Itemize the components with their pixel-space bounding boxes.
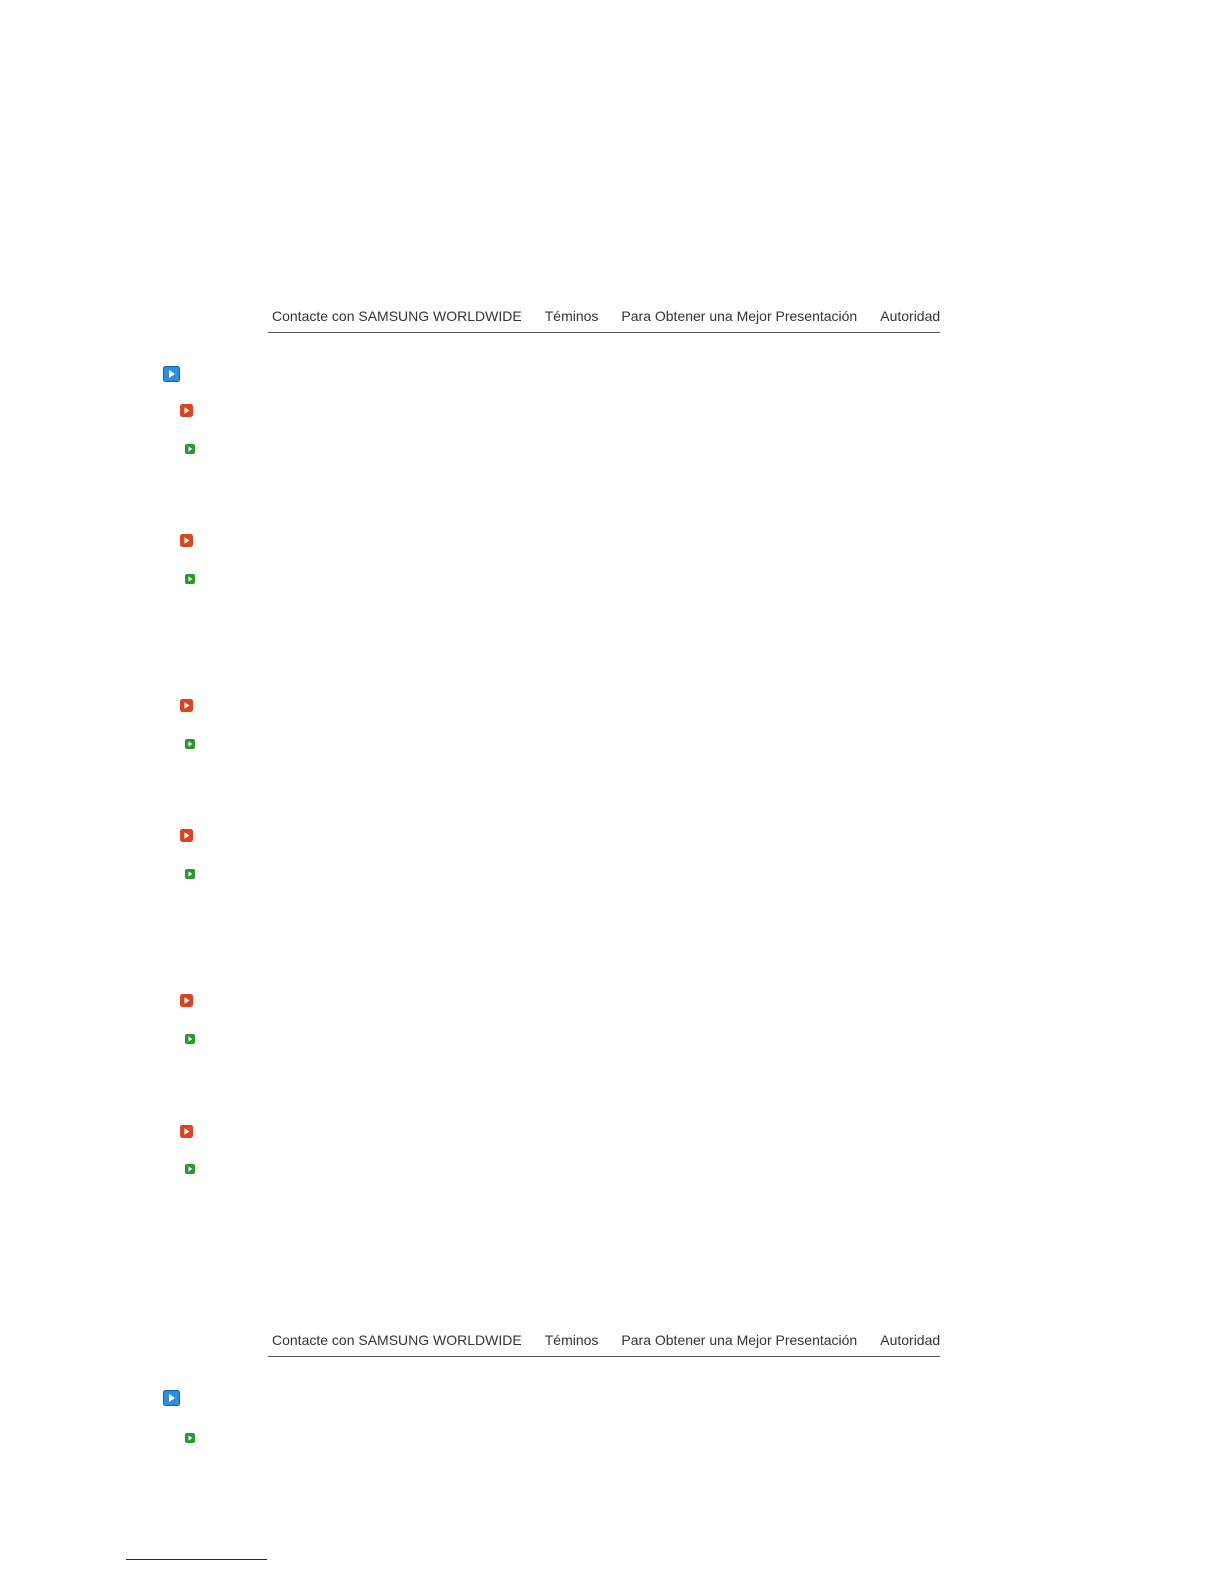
green-play-icon (185, 444, 195, 454)
nav-link-better-display[interactable]: Para Obtener una Mejor Presentación (621, 1331, 858, 1348)
green-play-icon (185, 1433, 195, 1443)
nav-link-better-display[interactable]: Para Obtener una Mejor Presentación (621, 307, 858, 324)
orange-play-icon (180, 1125, 193, 1138)
bottom-nav-bar (268, 1323, 940, 1357)
orange-play-icon (180, 699, 193, 712)
nav-link-contact[interactable]: Contacte con SAMSUNG WORLDWIDE (272, 307, 522, 324)
footnote-divider (126, 1559, 267, 1560)
nav-link-terms[interactable]: Téminos (544, 1331, 599, 1348)
green-play-icon (185, 739, 195, 749)
green-play-icon (185, 1034, 195, 1044)
orange-play-icon (180, 829, 193, 842)
orange-play-icon (180, 534, 193, 547)
orange-play-icon (180, 404, 193, 417)
nav-link-authority[interactable]: Autoridad (880, 307, 941, 324)
orange-play-icon (180, 994, 193, 1007)
nav-link-contact[interactable]: Contacte con SAMSUNG WORLDWIDE (272, 1331, 522, 1348)
green-play-icon (185, 574, 195, 584)
top-nav-bar (268, 299, 940, 333)
green-play-icon (185, 869, 195, 879)
nav-link-authority[interactable]: Autoridad (880, 1331, 941, 1348)
green-play-icon (185, 1164, 195, 1174)
nav-link-terms[interactable]: Téminos (544, 307, 599, 324)
blue-play-icon (163, 366, 180, 382)
blue-play-icon (163, 1390, 180, 1406)
